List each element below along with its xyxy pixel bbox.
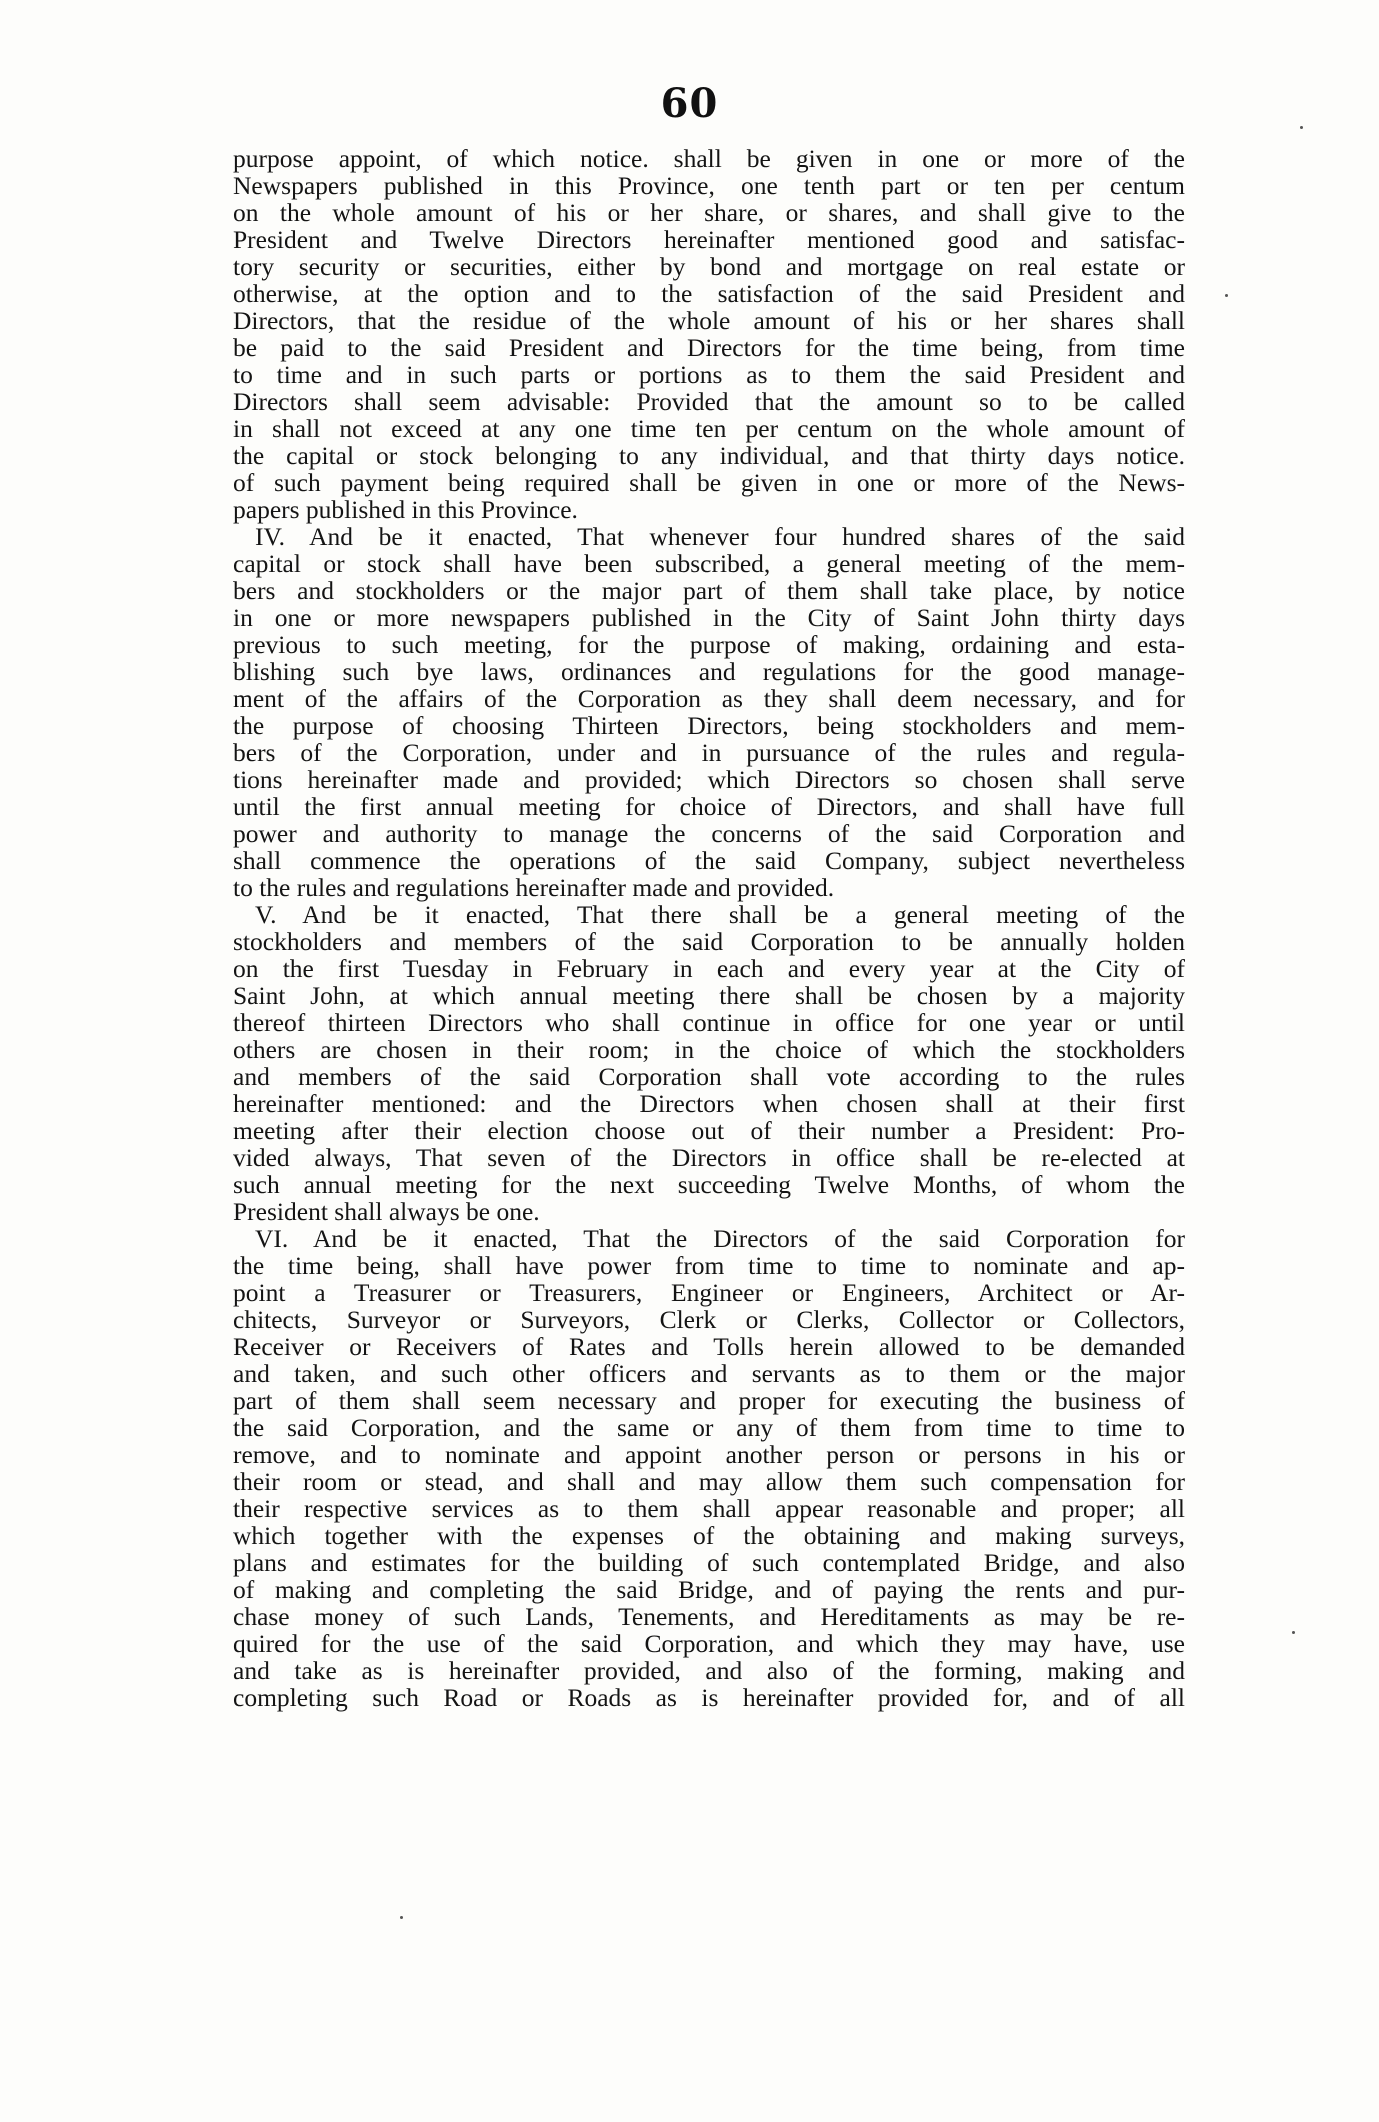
body-text xyxy=(233,145,1185,1711)
text-line: on the whole amount of his or her share, or shares, and shall give to the xyxy=(233,198,1185,227)
text-line: papers published in this Province. xyxy=(233,495,578,524)
text-line: tions hereinafter made and provided; which Directors so chosen shall serve xyxy=(233,765,1185,794)
text-line: chase money of such Lands, Tenements, and Hereditaments as may be re- xyxy=(233,1602,1185,1631)
text-line: shall commence the operations of the said Company, subject nevertheless xyxy=(233,846,1185,875)
text-line: President and Twelve Directors hereinafter mentioned good and satisfac- xyxy=(233,225,1185,254)
text-line: bers of the Corporation, under and in pursuance of the rules and regula- xyxy=(233,738,1185,767)
text-line: be paid to the said President and Directors for the time being, from time xyxy=(233,333,1185,362)
text-line: the time being, shall have power from time to time to nominate and ap- xyxy=(233,1251,1185,1280)
text-line: of such payment being required shall be given in one or more of the News- xyxy=(233,468,1185,497)
text-line: ment of the affairs of the Corporation as they shall deem necessary, and for xyxy=(233,684,1185,713)
section-heading-line: VI. And be it enacted, That the Directors of the said Corporation for xyxy=(255,1224,1185,1253)
text-line: bers and stockholders or the major part of them shall take place, by notice xyxy=(233,576,1185,605)
text-line: to time and in such parts or portions as to them the said President and xyxy=(233,360,1185,389)
text-line: their room or stead, and shall and may allow them such compensation for xyxy=(233,1467,1185,1496)
section-heading-line: IV. And be it enacted, That whenever four hundred shares of the said xyxy=(255,522,1185,551)
text-line: Directors, that the residue of the whole amount of his or her shares shall xyxy=(233,306,1185,335)
text-line: until the first annual meeting for choice of Directors, and shall have full xyxy=(233,792,1185,821)
text-line: Saint John, at which annual meeting there shall be chosen by a majority xyxy=(233,981,1185,1010)
text-line: in one or more newspapers published in the City of Saint John thirty days xyxy=(233,603,1185,632)
text-line: plans and estimates for the building of such contemplated Bridge, and also xyxy=(233,1548,1185,1577)
text-line: chitects, Surveyor or Surveyors, Clerk or Clerks, Collector or Collectors, xyxy=(233,1305,1185,1334)
ink-speck xyxy=(1292,1631,1295,1634)
section-heading-line: V. And be it enacted, That there shall be a general meeting of the xyxy=(255,900,1185,929)
text-line: such annual meeting for the next succeeding Twelve Months, of whom the xyxy=(233,1170,1185,1199)
text-line: purpose appoint, of which notice. shall be given in one or more of the xyxy=(233,144,1185,173)
text-line: the purpose of choosing Thirteen Directors, being stockholders and mem- xyxy=(233,711,1185,740)
text-line: and take as is hereinafter provided, and also of the forming, making and xyxy=(233,1656,1185,1685)
ink-speck xyxy=(1225,294,1228,297)
text-line: Directors shall seem advisable: Provided that the amount so to be called xyxy=(233,387,1185,416)
text-line: President shall always be one. xyxy=(233,1197,540,1226)
text-line: and members of the said Corporation shall vote according to the rules xyxy=(233,1062,1185,1091)
text-line: remove, and to nominate and appoint another person or persons in his or xyxy=(233,1440,1185,1469)
text-line: stockholders and members of the said Corporation to be annually holden xyxy=(233,927,1185,956)
text-line: power and authority to manage the concerns of the said Corporation and xyxy=(233,819,1185,848)
text-line: of making and completing the said Bridge, and of paying the rents and pur- xyxy=(233,1575,1185,1604)
text-line: others are chosen in their room; in the choice of which the stockholders xyxy=(233,1035,1185,1064)
text-line: thereof thirteen Directors who shall continue in office for one year or until xyxy=(233,1008,1185,1037)
text-line: completing such Road or Roads as is hereinafter provided for, and of all xyxy=(233,1683,1185,1712)
text-line: on the first Tuesday in February in each and every year at the City of xyxy=(233,954,1185,983)
text-line: the said Corporation, and the same or any of them from time to time to xyxy=(233,1413,1185,1442)
text-line: in shall not exceed at any one time ten per centum on the whole amount of xyxy=(233,414,1185,443)
text-line: previous to such meeting, for the purpose of making, ordaining and esta- xyxy=(233,630,1185,659)
page-number: 60 xyxy=(660,80,719,127)
text-line: Newspapers published in this Province, one tenth part or ten per centum xyxy=(233,171,1185,200)
text-line: quired for the use of the said Corporation, and which they may have, use xyxy=(233,1629,1185,1658)
text-line: the capital or stock belonging to any individual, and that thirty days notice. xyxy=(233,441,1185,470)
text-line: Receiver or Receivers of Rates and Tolls herein allowed to be demanded xyxy=(233,1332,1185,1361)
text-line: and taken, and such other officers and servants as to them or the major xyxy=(233,1359,1185,1388)
text-line: tory security or securities, either by bond and mortgage on real estate or xyxy=(233,252,1185,281)
text-line: capital or stock shall have been subscribed, a general meeting of the mem- xyxy=(233,549,1185,578)
text-line: to the rules and regulations hereinafter made and provided. xyxy=(233,873,835,902)
text-line: meeting after their election choose out of their number a President: Pro- xyxy=(233,1116,1185,1145)
text-line: point a Treasurer or Treasurers, Engineer or Engineers, Architect or Ar- xyxy=(233,1278,1185,1307)
text-line: vided always, That seven of the Directors in office shall be re-elected at xyxy=(233,1143,1185,1172)
text-line: otherwise, at the option and to the satisfaction of the said President and xyxy=(233,279,1185,308)
text-line: hereinafter mentioned: and the Directors when chosen shall at their first xyxy=(233,1089,1185,1118)
text-line: which together with the expenses of the obtaining and making surveys, xyxy=(233,1521,1185,1550)
ink-speck xyxy=(400,1916,403,1919)
text-line: part of them shall seem necessary and proper for executing the business of xyxy=(233,1386,1185,1415)
ink-speck xyxy=(1300,126,1303,129)
text-line: blishing such bye laws, ordinances and regulations for the good manage- xyxy=(233,657,1185,686)
text-line: their respective services as to them shall appear reasonable and proper; all xyxy=(233,1494,1185,1523)
